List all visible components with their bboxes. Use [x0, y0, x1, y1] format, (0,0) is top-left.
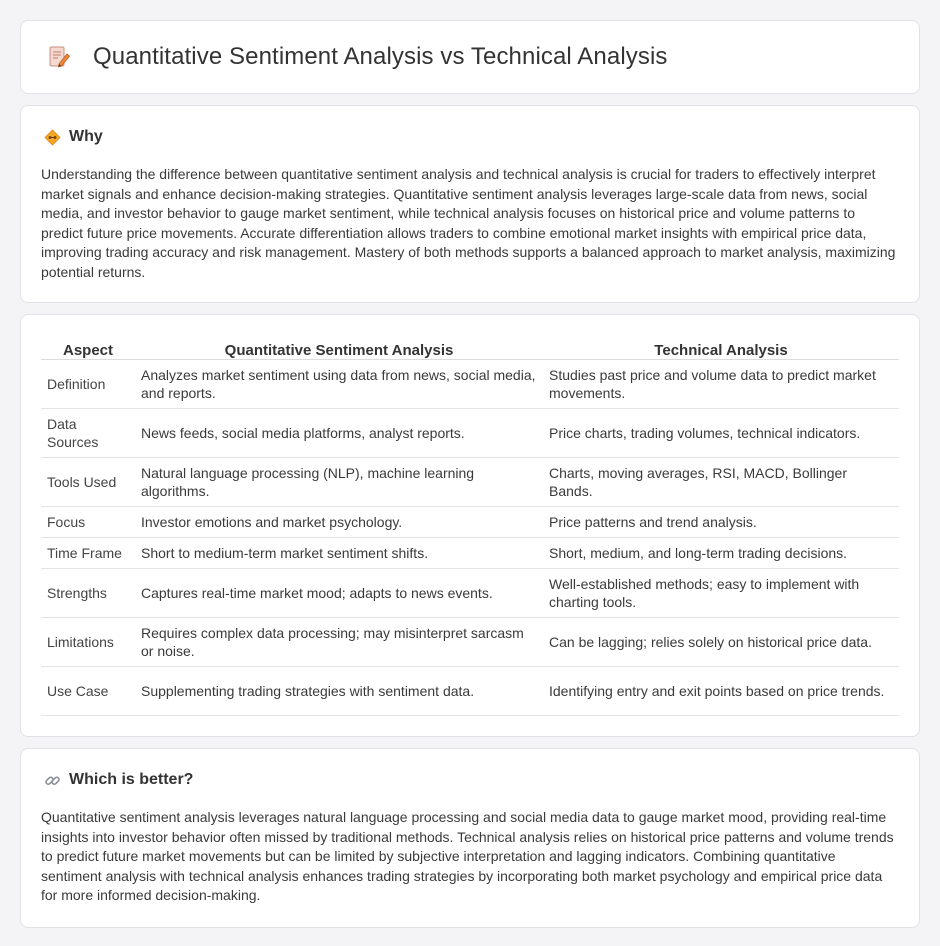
better-text: Quantitative sentiment analysis leverages natural language processing and social media data to gauge market mood, providing real-time insights into investor behavior often missed by traditional methods. Technical analysis relies on historical price patterns and volume trends to predict future market movements but can be limited by subjective interpretation and lagging indicators. Combining quantitative sentiment analysis with technical analysis enhances trading strategies by incorporating both market psychology and empirical price data for more informed decision-making. [41, 809, 894, 904]
comparison-table-card [20, 314, 920, 737]
row-aspect: Focus [41, 506, 135, 537]
row-qsa: Supplementing trading strategies with sentiment data. [135, 666, 543, 715]
row-aspect: Time Frame [41, 537, 135, 568]
row-qsa: Natural language processing (NLP), machine learning algorithms. [135, 457, 543, 506]
row-ta: Price patterns and trend analysis. [543, 506, 899, 537]
header-card [20, 20, 920, 94]
row-qsa: News feeds, social media platforms, analyst reports. [135, 408, 543, 457]
row-aspect: Limitations [41, 617, 135, 666]
row-ta: Can be lagging; relies solely on historical price data. [543, 617, 899, 666]
row-qsa: Captures real-time market mood; adapts to news events. [135, 568, 543, 617]
table-row [41, 506, 899, 537]
row-ta: Identifying entry and exit points based on price trends. [543, 666, 899, 715]
better-heading: Which is better? [69, 771, 194, 788]
row-aspect: Use Case [41, 666, 135, 715]
why-heading-row [44, 128, 899, 146]
row-qsa: Investor emotions and market psychology. [135, 506, 543, 537]
row-qsa: Analyzes market sentiment using data from news, social media, and reports. [135, 359, 543, 408]
document-pencil-icon [47, 45, 71, 69]
table-row [41, 568, 899, 617]
header-technical-analysis: Technical Analysis [543, 335, 899, 359]
row-ta: Well-established methods; easy to implement with charting tools. [543, 568, 899, 617]
row-ta: Studies past price and volume data to predict market movements. [543, 359, 899, 408]
row-ta: Price charts, trading volumes, technical indicators. [543, 408, 899, 457]
why-text: Understanding the difference between quantitative sentiment analysis and technical analysis is crucial for traders to effectively interpret market signals and enhance decision-making strategies. Quantitative sentiment analysis leverages large-scale data from news, social media, and investor behavior to gauge market sentiment, while technical analysis focuses on historical price and volume patterns to predict future price movements. Accurate differentiation allows traders to combine emotional market insights with empirical price data, improving trading accuracy and risk management. Mastery of both methods supports a balanced approach to market analysis, maximizing potential returns. [41, 166, 896, 280]
row-qsa: Requires complex data processing; may misinterpret sarcasm or noise. [135, 617, 543, 666]
link-icon [44, 772, 61, 789]
diamond-sign-icon [44, 129, 61, 146]
comparison-table [41, 335, 899, 716]
row-ta: Charts, moving averages, RSI, MACD, Bollinger Bands. [543, 457, 899, 506]
row-ta: Short, medium, and long-term trading decisions. [543, 537, 899, 568]
why-section [20, 105, 920, 303]
row-aspect: Tools Used [41, 457, 135, 506]
table-row [41, 408, 899, 457]
row-qsa: Short to medium-term market sentiment shifts. [135, 537, 543, 568]
table-row [41, 457, 899, 506]
table-row [41, 617, 899, 666]
header-quantitative-sentiment: Quantitative Sentiment Analysis [135, 335, 543, 359]
header-aspect: Aspect [41, 335, 135, 359]
table-row [41, 666, 899, 715]
page-title: Quantitative Sentiment Analysis vs Technical Analysis [93, 43, 668, 70]
table-header-row [41, 335, 899, 359]
table-row [41, 359, 899, 408]
why-heading: Why [69, 128, 103, 145]
row-aspect: Strengths [41, 568, 135, 617]
row-aspect: Definition [41, 359, 135, 408]
better-heading-row [44, 771, 899, 789]
row-aspect: Data Sources [41, 408, 135, 457]
which-is-better-section [20, 748, 920, 928]
table-row [41, 537, 899, 568]
